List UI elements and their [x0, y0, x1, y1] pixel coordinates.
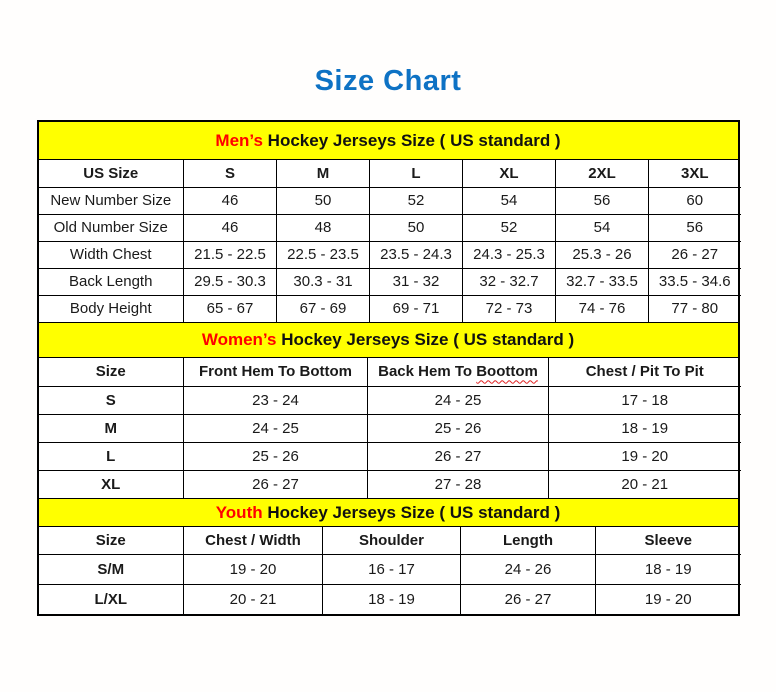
data-cell: 74 - 76 [556, 295, 649, 322]
column-header-cell: M [277, 160, 370, 187]
data-cell: 18 - 19 [596, 554, 741, 584]
data-cell: 23.5 - 24.3 [370, 241, 463, 268]
youth-section-title [216, 503, 561, 523]
data-cell: 27 - 28 [368, 470, 549, 498]
data-cell: 52 [370, 187, 463, 214]
data-cell: 56 [649, 214, 741, 241]
data-cell: 32 - 32.7 [463, 268, 556, 295]
data-cell: 69 - 71 [370, 295, 463, 322]
data-cell: 16 - 17 [323, 554, 461, 584]
data-cell: 29.5 - 30.3 [184, 268, 277, 295]
data-cell: 77 - 80 [649, 295, 741, 322]
data-cell: 20 - 21 [549, 470, 741, 498]
column-header-cell: XL [463, 160, 556, 187]
mens-section-title [215, 131, 560, 151]
data-cell: 33.5 - 34.6 [649, 268, 741, 295]
table-row [39, 414, 741, 442]
data-cell: 21.5 - 22.5 [184, 241, 277, 268]
mens-section-header [39, 122, 738, 160]
column-header-cell: Size [39, 527, 184, 554]
misspelled-header-prefix: Back Hem To [378, 363, 477, 381]
data-cell: 26 - 27 [368, 442, 549, 470]
data-cell: 19 - 20 [596, 584, 741, 614]
column-header-cell [368, 358, 549, 386]
data-cell: 56 [556, 187, 649, 214]
data-cell: 46 [184, 214, 277, 241]
data-cell: 20 - 21 [184, 584, 323, 614]
data-cell: 72 - 73 [463, 295, 556, 322]
column-header-cell: Shoulder [323, 527, 461, 554]
row-label-cell: Body Height [39, 295, 184, 322]
column-header-cell: Chest / Pit To Pit [549, 358, 741, 386]
row-label-cell: XL [39, 470, 184, 498]
data-cell: 19 - 20 [549, 442, 741, 470]
data-cell: 54 [463, 187, 556, 214]
column-header-cell: US Size [39, 160, 184, 187]
data-cell: 67 - 69 [277, 295, 370, 322]
row-label-cell: S [39, 386, 184, 414]
table-row [39, 584, 741, 614]
table-row [39, 386, 741, 414]
data-cell: 46 [184, 187, 277, 214]
womens-header-row [39, 358, 741, 386]
table-row [39, 241, 741, 268]
table-row [39, 268, 741, 295]
column-header-cell: S [184, 160, 277, 187]
mens-highlight: Men’s [215, 130, 263, 150]
womens-size-table [39, 358, 741, 498]
data-cell: 26 - 27 [184, 470, 368, 498]
data-cell: 24 - 26 [461, 554, 596, 584]
table-row [39, 295, 741, 322]
column-header-cell: Chest / Width [184, 527, 323, 554]
row-label-cell: Back Length [39, 268, 184, 295]
size-chart-container [37, 120, 740, 616]
column-header-cell: L [370, 160, 463, 187]
column-header-cell: Size [39, 358, 184, 386]
column-header-cell: 3XL [649, 160, 741, 187]
womens-section-title [202, 330, 574, 350]
misspelled-word: Boottom [476, 363, 538, 381]
data-cell: 30.3 - 31 [277, 268, 370, 295]
table-row [39, 214, 741, 241]
column-header-cell: Sleeve [596, 527, 741, 554]
data-cell: 19 - 20 [184, 554, 323, 584]
column-header-cell: 2XL [556, 160, 649, 187]
mens-title-rest: Hockey Jerseys Size ( US standard ) [262, 130, 561, 150]
data-cell: 52 [463, 214, 556, 241]
womens-section-header [39, 322, 738, 358]
table-row [39, 442, 741, 470]
column-header-cell: Length [461, 527, 596, 554]
data-cell: 17 - 18 [549, 386, 741, 414]
data-cell: 18 - 19 [549, 414, 741, 442]
youth-title-rest: Hockey Jerseys Size ( US standard ) [262, 502, 561, 522]
data-cell: 50 [277, 187, 370, 214]
data-cell: 50 [370, 214, 463, 241]
data-cell: 32.7 - 33.5 [556, 268, 649, 295]
table-row [39, 187, 741, 214]
row-label-cell: Old Number Size [39, 214, 184, 241]
data-cell: 31 - 32 [370, 268, 463, 295]
youth-size-table [39, 527, 741, 614]
data-cell: 24 - 25 [184, 414, 368, 442]
row-label-cell: New Number Size [39, 187, 184, 214]
row-label-cell: S/M [39, 554, 184, 584]
womens-title-rest: Hockey Jerseys Size ( US standard ) [276, 330, 575, 349]
womens-highlight: Women’s [201, 330, 277, 349]
data-cell: 25 - 26 [368, 414, 549, 442]
data-cell: 25.3 - 26 [556, 241, 649, 268]
youth-section-header [39, 498, 738, 527]
data-cell: 60 [649, 187, 741, 214]
mens-header-row [39, 160, 741, 187]
page-title: Size Chart [314, 65, 462, 97]
data-cell: 48 [277, 214, 370, 241]
data-cell: 18 - 19 [323, 584, 461, 614]
youth-header-row [39, 527, 741, 554]
row-label-cell: M [39, 414, 184, 442]
data-cell: 26 - 27 [461, 584, 596, 614]
data-cell: 23 - 24 [184, 386, 368, 414]
data-cell: 24.3 - 25.3 [463, 241, 556, 268]
data-cell: 24 - 25 [368, 386, 549, 414]
data-cell: 26 - 27 [649, 241, 741, 268]
row-label-cell: L [39, 442, 184, 470]
data-cell: 25 - 26 [184, 442, 368, 470]
mens-size-table [39, 160, 741, 322]
data-cell: 54 [556, 214, 649, 241]
row-label-cell: L/XL [39, 584, 184, 614]
youth-highlight: Youth [215, 502, 263, 522]
row-label-cell: Width Chest [39, 241, 184, 268]
data-cell: 65 - 67 [184, 295, 277, 322]
column-header-cell: Front Hem To Bottom [184, 358, 368, 386]
table-row [39, 470, 741, 498]
table-row [39, 554, 741, 584]
data-cell: 22.5 - 23.5 [277, 241, 370, 268]
